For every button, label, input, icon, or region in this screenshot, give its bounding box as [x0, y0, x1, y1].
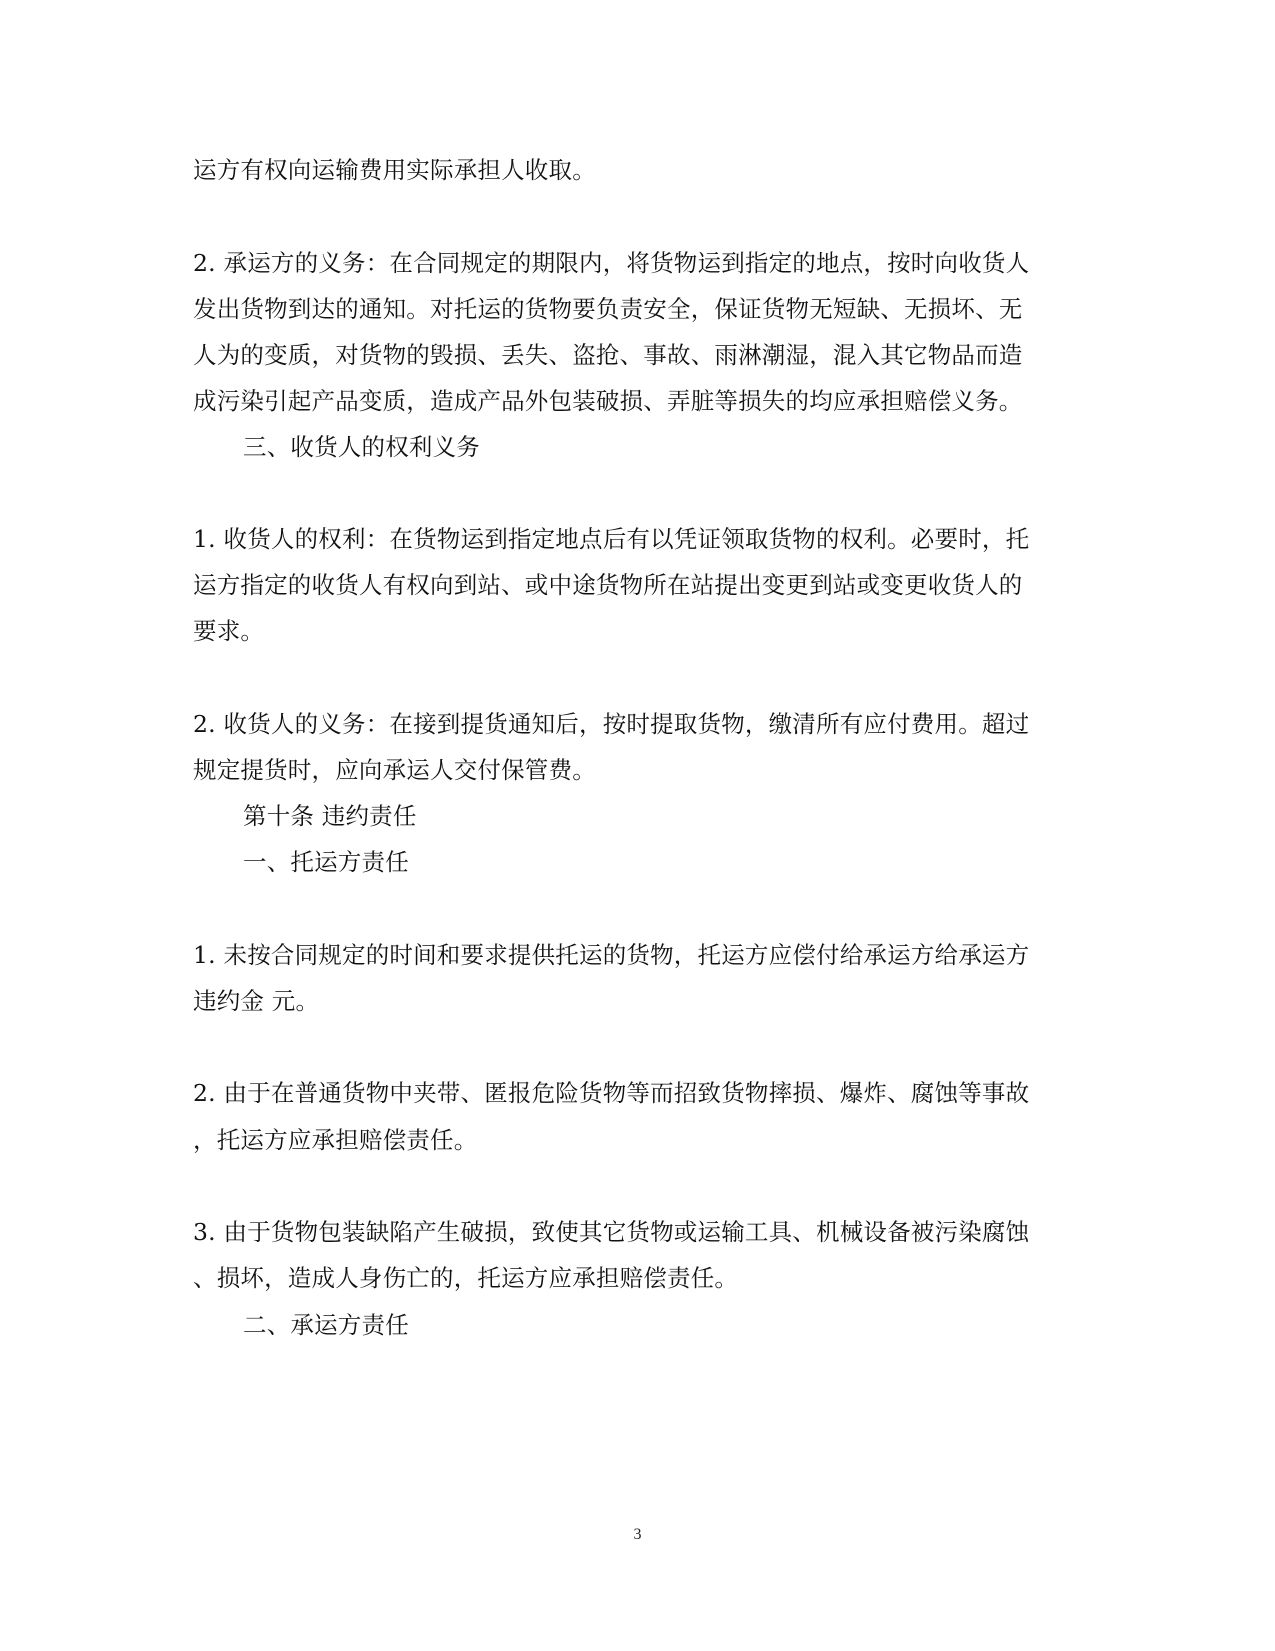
- paragraph-line: 违约金 元。: [193, 987, 320, 1015]
- paragraph-line: 2. 收货人的义务：在接到提货通知后，按时提取货物，缴清所有应付费用。超过: [193, 710, 1030, 738]
- paragraph-line: 、损坏，造成人身伤亡的，托运方应承担赔偿责任。: [193, 1264, 739, 1292]
- section-heading: 二、承运方责任: [243, 1311, 409, 1339]
- paragraph-line: 成污染引起产品变质，造成产品外包装破损、弄脏等损失的均应承担赔偿义务。: [193, 387, 1023, 415]
- paragraph-line: 规定提货时，应向承运人交付保管费。: [193, 756, 596, 784]
- paragraph-line: ，托运方应承担赔偿责任。: [193, 1126, 478, 1154]
- paragraph-line: 运方指定的收货人有权向到站、或中途货物所在站提出变更到站或变更收货人的: [193, 571, 1023, 599]
- section-heading: 三、收货人的权利义务: [243, 433, 480, 461]
- paragraph-line: 要求。: [193, 617, 265, 645]
- paragraph-line: 人为的变质，对货物的毁损、丢失、盗抢、事故、雨淋潮湿，混入其它物品而造: [193, 341, 1023, 369]
- paragraph-line: 1. 收货人的权利：在货物运到指定地点后有以凭证领取货物的权利。必要时，托: [193, 525, 1030, 553]
- paragraph-line: 1. 未按合同规定的时间和要求提供托运的货物，托运方应偿付给承运方给承运方: [193, 941, 1030, 969]
- paragraph-line: 发出货物到达的通知。对托运的货物要负责安全，保证货物无短缺、无损坏、无: [193, 295, 1023, 323]
- paragraph-line: 2. 承运方的义务：在合同规定的期限内，将货物运到指定的地点，按时向收货人: [193, 249, 1030, 277]
- paragraph-line: 运方有权向运输费用实际承担人收取。: [193, 156, 596, 184]
- paragraph-line: 3. 由于货物包装缺陷产生破损，致使其它货物或运输工具、机械设备被污染腐蚀: [193, 1218, 1030, 1246]
- page-number: 3: [633, 1526, 642, 1543]
- section-heading: 一、托运方责任: [243, 848, 409, 876]
- paragraph-line: 2. 由于在普通货物中夹带、匿报危险货物等而招致货物摔损、爆炸、腐蚀等事故: [193, 1079, 1030, 1107]
- article-heading: 第十条 违约责任: [243, 802, 417, 830]
